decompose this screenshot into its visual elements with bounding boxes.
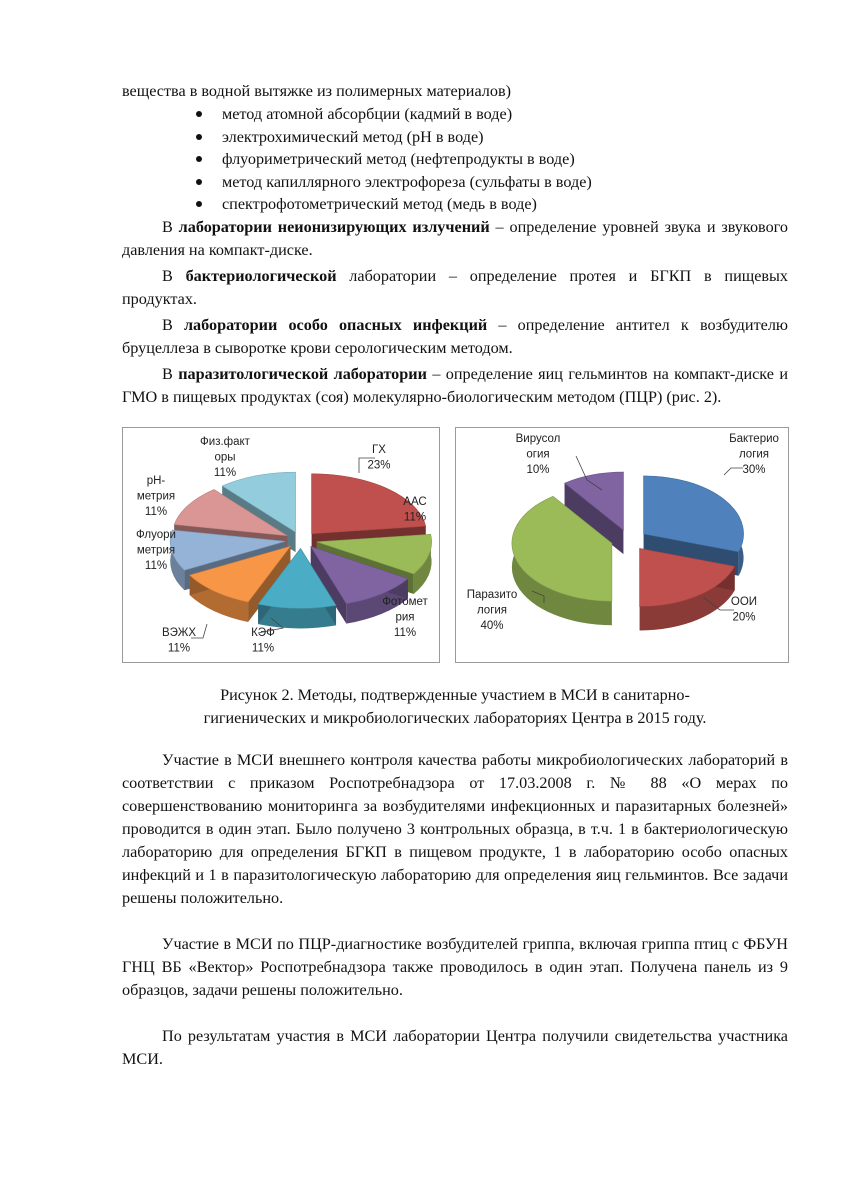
slice-label: рН-метрия 11% bbox=[136, 475, 176, 518]
list-item: флуориметрический метод (нефтепродукты в воде) bbox=[122, 148, 788, 171]
slice-label: Физ.факт оры 11% bbox=[200, 436, 250, 479]
lab-paragraph-parasitological: В паразитологической лаборатории – определение яиц гельминтов на компакт-диске и ГМО в пищевых продуктах (соя) молекулярно-биологическим методом (ПЦР) (рис. 2). bbox=[122, 364, 788, 406]
lab-paragraph-nonionizing: В лаборатории неионизирующих излучений – определение уровней звука и звукового давления на компакт-диске. bbox=[122, 217, 788, 259]
slice-label: Фотомет рия 11% bbox=[382, 596, 428, 639]
lab-name: бактериологической bbox=[185, 266, 337, 285]
list-item: спектрофотометрический метод (медь в воде) bbox=[122, 193, 788, 216]
slice-label: Паразито логия 40% bbox=[466, 589, 518, 632]
list-item: метод атомной абсорбции (кадмий в воде) bbox=[122, 103, 788, 126]
lab-paragraph-dangerous-infections: В лаборатории особо опасных инфекций – определение антител к возбудителю бруцеллеза в сыворотке крови серологическим методом. bbox=[122, 315, 788, 357]
lab-paragraph-bacteriological: В бактериологической лаборатории – определение протея и БГКП в пищевых продуктах. bbox=[122, 266, 788, 308]
slice-label: ВЭЖХ 11% bbox=[161, 627, 197, 655]
leader-line bbox=[724, 468, 743, 475]
paragraph-eqa-microbio: Участие в МСИ внешнего контроля качества работы микробиологических лабораторий в соответствии с приказом Роспотребнадзора от 17.03.2008 г. № 88 «О мерах по совершенствованию мониторинга за возбудителями инфекционных и паразитарных болезней» проводится в один этап. Было получено 3 контрольных образца, в т.ч. 1 в бактериологическую лабораторию для определения БГКП в пищевом продукте, 1 в лабораторию особо опасных инфекций и 1 в паразитологическую лабораторию для определения яиц гельминтов. Все задачи решены положительно. bbox=[122, 751, 788, 907]
slice-label: ГХ 23% bbox=[367, 444, 391, 472]
list-item: электрохимический метод (рН в воде) bbox=[122, 126, 788, 149]
slice-label: Бактерио логия 30% bbox=[729, 433, 779, 476]
slice-label: Флуори метрия 11% bbox=[136, 529, 176, 572]
lab-name: паразитологической лаборатории bbox=[178, 364, 427, 383]
caption-line: гигиенических и микробиологических лабораториях Центра в 2015 году. bbox=[203, 709, 707, 727]
slice-label: ААС 11% bbox=[403, 496, 427, 524]
paragraph-pcr-influenza: Участие в МСИ по ПЦР-диагностике возбудителей гриппа, включая гриппа птиц с ФБУН ГНЦ ВБ «Вектор» Роспотребнадзора также проводилось в один этап. Получена панель из 9 образцов, задачи решены положительно. bbox=[122, 935, 788, 999]
caption-line: Рисунок 2. Методы, подтвержденные участием в МСИ в санитарно- bbox=[220, 686, 690, 704]
intro-line: вещества в водной вытяжке из полимерных материалов) bbox=[122, 82, 511, 100]
chart-labs-microbio bbox=[455, 427, 789, 663]
lab-name: лаборатории неионизирующих излучений bbox=[178, 217, 490, 236]
pie-chart-labs bbox=[456, 428, 788, 662]
bottom-text-block bbox=[122, 749, 788, 1071]
paragraph-results: По результатам участия в МСИ лаборатории Центра получили свидетельства участника МСИ. bbox=[122, 1027, 788, 1068]
lab-name: лаборатории особо опасных инфекций bbox=[183, 315, 488, 334]
slice-label: ООИ 20% bbox=[730, 596, 758, 624]
figure-caption bbox=[122, 684, 788, 730]
methods-list bbox=[122, 103, 788, 216]
top-text-block bbox=[122, 80, 788, 409]
slice-label: Вирусол огия 10% bbox=[515, 433, 561, 476]
pie-chart-methods bbox=[123, 428, 439, 662]
list-item: метод капиллярного электрофореза (сульфаты в воде) bbox=[122, 171, 788, 194]
slice-label: КЭФ 11% bbox=[251, 627, 275, 655]
chart-methods-sanitary bbox=[122, 427, 440, 663]
